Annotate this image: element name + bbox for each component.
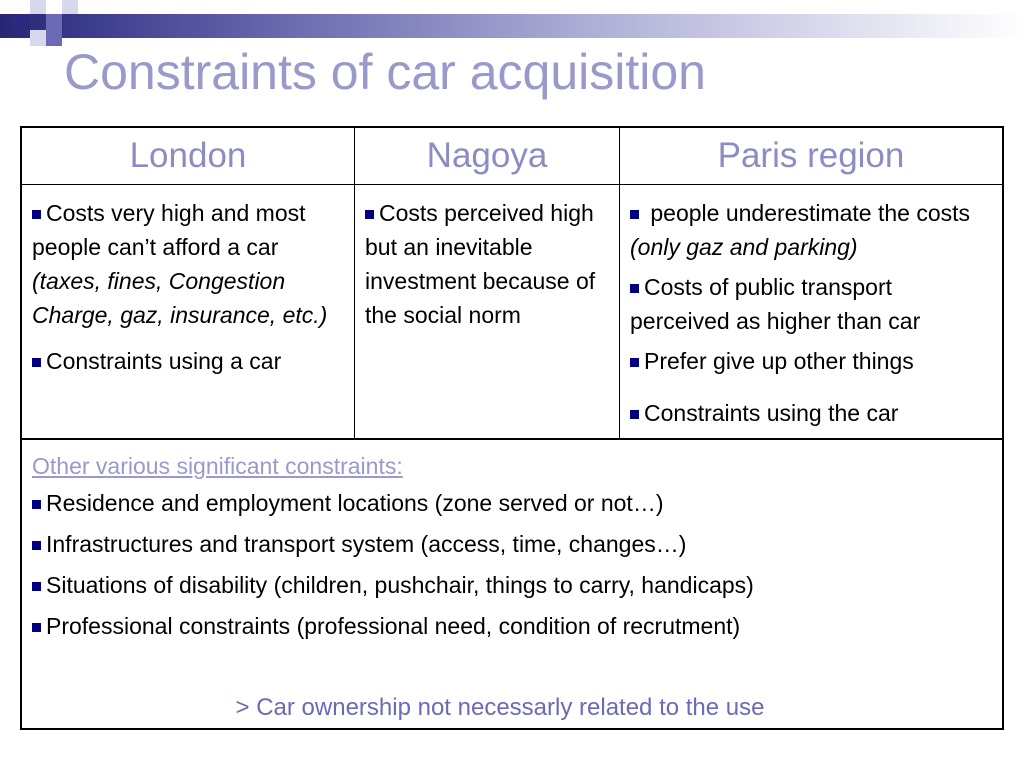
decor-square: [30, 0, 46, 14]
paris-paragraph-1: [630, 196, 992, 264]
bullet-icon: [32, 541, 41, 550]
bullet-icon: [32, 500, 41, 509]
decor-square: [62, 0, 78, 14]
other-constraints-heading[interactable]: Other various significant constraints:: [32, 453, 403, 479]
decor-square: [30, 30, 46, 46]
london-text: Costs very high and most people can’t afford a car: [32, 200, 306, 260]
list-item-text: Infrastructures and transport system (access, time, changes…): [46, 531, 687, 557]
column-header-label: London: [129, 136, 247, 175]
paris-paragraph-2: [630, 270, 992, 338]
header-gradient-band: [0, 14, 1024, 38]
other-constraints-section: [22, 440, 1002, 728]
column-header-label: Nagoya: [426, 136, 548, 175]
cell-nagoya: [355, 186, 619, 438]
bullet-icon: [630, 284, 639, 293]
list-item: [32, 486, 992, 520]
paris-paragraph-4: [630, 396, 992, 430]
bullet-icon: [32, 358, 41, 367]
column-header-label: Paris region: [717, 136, 905, 175]
column-header-paris: [620, 128, 1002, 185]
list-item: [32, 568, 992, 602]
nagoya-text: Costs perceived high but an inevitable investment because of the social norm: [365, 200, 596, 328]
bullet-icon: [630, 410, 639, 419]
decor-square: [46, 30, 62, 46]
conclusion-text: > Car ownership not necessarly related to the use: [235, 694, 765, 721]
nagoya-paragraph-1: [365, 196, 609, 332]
constraints-table: [20, 126, 1004, 730]
london-paragraph-2: [32, 344, 344, 378]
list-item: [32, 609, 992, 643]
decor-square: [14, 14, 30, 30]
london-italic-text: (taxes, fines, Congestion Charge, gaz, insurance, etc.): [32, 268, 328, 328]
column-header-nagoya: [355, 128, 619, 185]
column-header-london: [22, 128, 354, 185]
bullet-icon: [32, 623, 41, 632]
list-item-text: Professional constraints (professional need, condition of recrutment): [46, 613, 741, 639]
list-item: [32, 527, 992, 561]
list-item-text: Situations of disability (children, pushchair, things to carry, handicaps): [46, 572, 754, 598]
paris-text: people underestimate the costs: [644, 200, 971, 226]
bullet-icon: [630, 358, 639, 367]
decor-square: [46, 14, 62, 30]
london-paragraph-1: [32, 196, 344, 332]
cell-london: [22, 186, 354, 438]
paris-text: Constraints using the car: [644, 400, 899, 426]
bullet-icon: [32, 582, 41, 591]
cell-paris: [620, 186, 1002, 438]
paris-italic-text: (only gaz and parking): [630, 234, 858, 260]
paris-paragraph-3: [630, 344, 992, 378]
paris-text: Prefer give up other things: [644, 348, 914, 374]
paris-text: Costs of public transport perceived as higher than car: [630, 274, 921, 334]
bullet-icon: [32, 210, 41, 219]
bullet-icon: [365, 210, 374, 219]
london-text: Constraints using a car: [46, 348, 282, 374]
list-item-text: Residence and employment locations (zone served or not…): [46, 490, 664, 516]
page-title: Constraints of car acquisition: [64, 44, 706, 100]
bullet-icon: [630, 210, 639, 219]
